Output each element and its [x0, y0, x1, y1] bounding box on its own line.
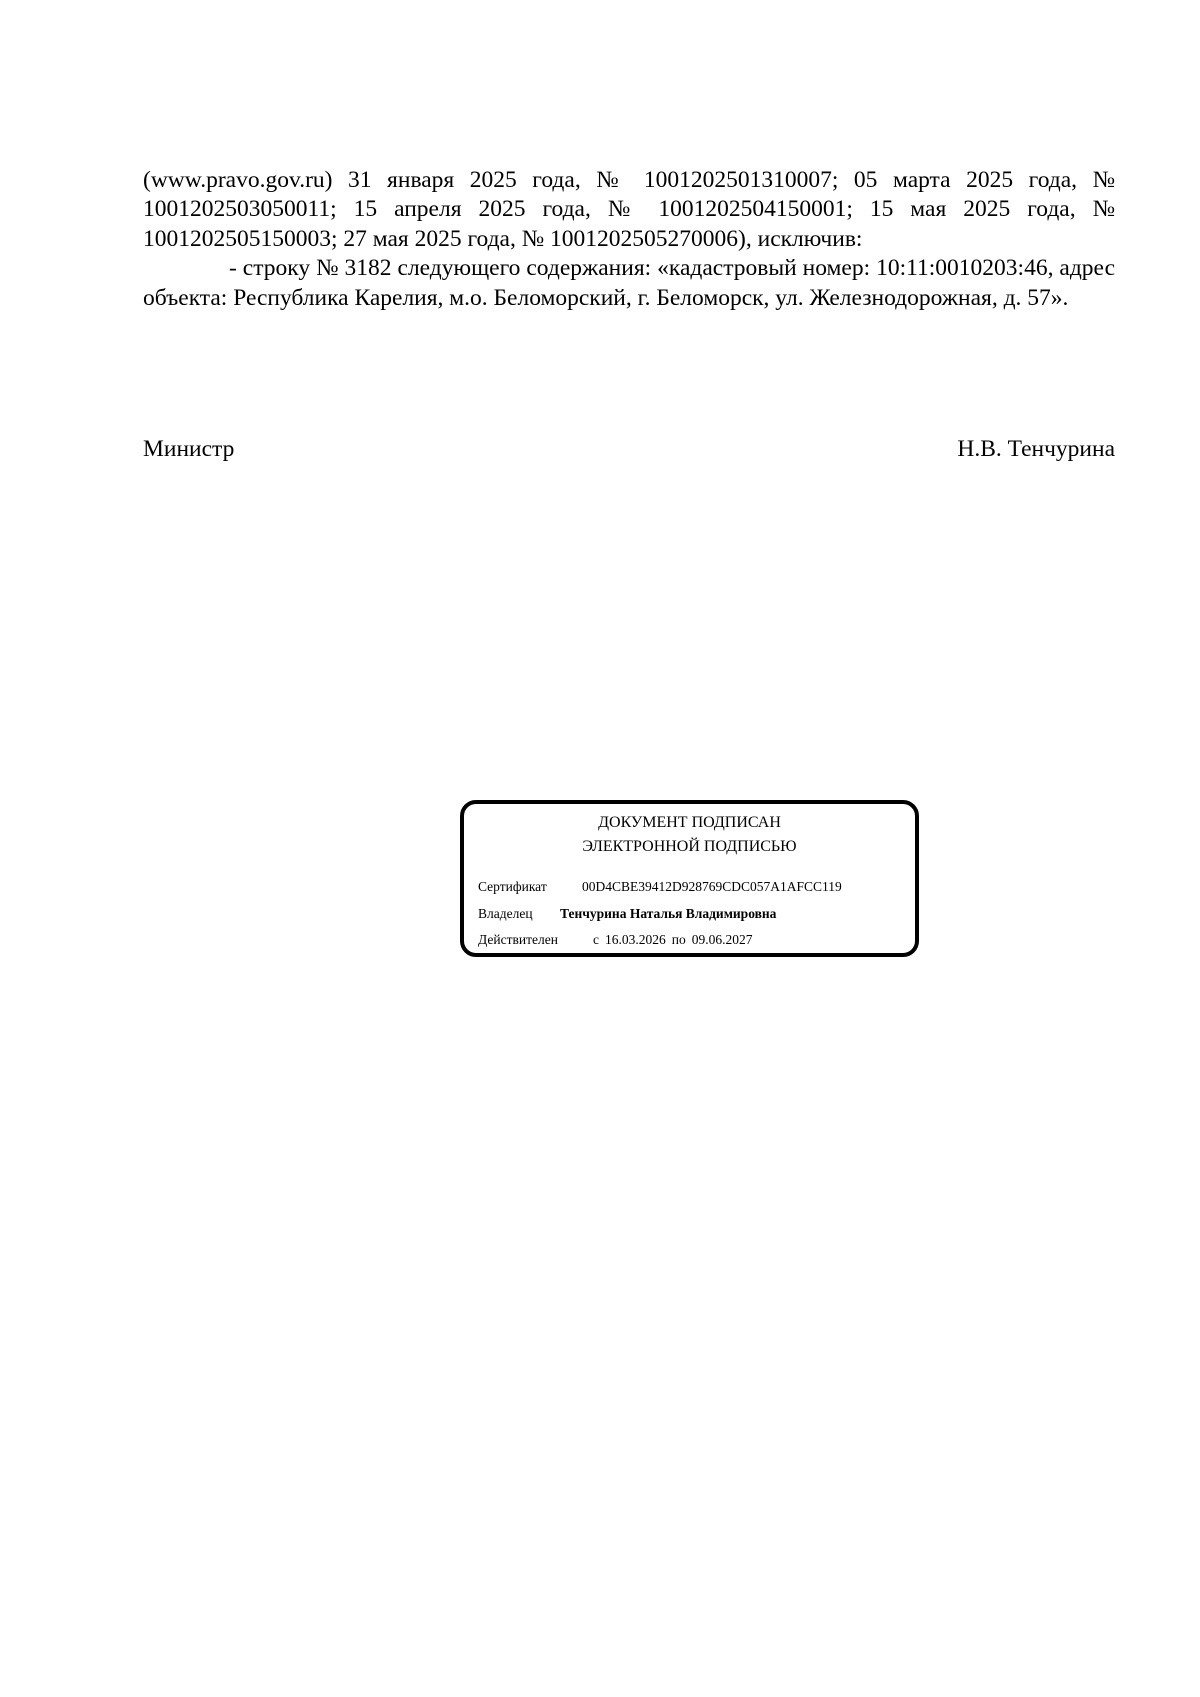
valid-to-prefix: по — [671, 932, 686, 947]
paragraph-exclusion-line: - строку № 3182 следующего содержания: «кадастровый номер: 10:11:0010203:46, адрес объекта: Республика Карелия, м.о. Беломорский, г. Беломорск, ул. Железнодорожная, д. 57». — [143, 255, 1115, 311]
paragraph-publication-references: (www.pravo.gov.ru) 31 января 2025 года, № 1001202501310007; 05 марта 2025 года, № 1001202503050011; 15 апреля 2025 года, № 1001202504150001; 15 мая 2025 года, № 1001202505150003; 27 мая 2025 года, № 1001202505270006), исключив: — [143, 167, 1115, 252]
stamp-owner-row — [478, 905, 776, 923]
stamp-certificate-row — [478, 878, 842, 896]
valid-from-date: 16.03.2026 — [605, 932, 666, 947]
stamp-validity-row — [478, 931, 752, 949]
signer-name: Н.В. Тенчурина — [957, 436, 1115, 462]
certificate-value: 00D4CBE39412D928769CDC057A1AFCC119 — [582, 879, 842, 894]
valid-label: Действителен — [478, 932, 558, 947]
valid-to-date: 09.06.2027 — [691, 932, 753, 947]
stamp-title-line-1: ДОКУМЕНТ ПОДПИСАН — [598, 814, 781, 831]
certificate-label: Сертификат — [478, 879, 547, 894]
valid-from-prefix: с — [593, 932, 599, 947]
signer-position: Министр — [143, 436, 235, 462]
document-body — [143, 166, 1115, 313]
electronic-signature-stamp — [460, 800, 919, 957]
stamp-title-line-2: ЭЛЕКТРОННОЙ ПОДПИСЬЮ — [582, 838, 797, 855]
owner-value: Тенчурина Наталья Владимировна — [560, 906, 777, 921]
owner-label: Владелец — [478, 906, 533, 921]
